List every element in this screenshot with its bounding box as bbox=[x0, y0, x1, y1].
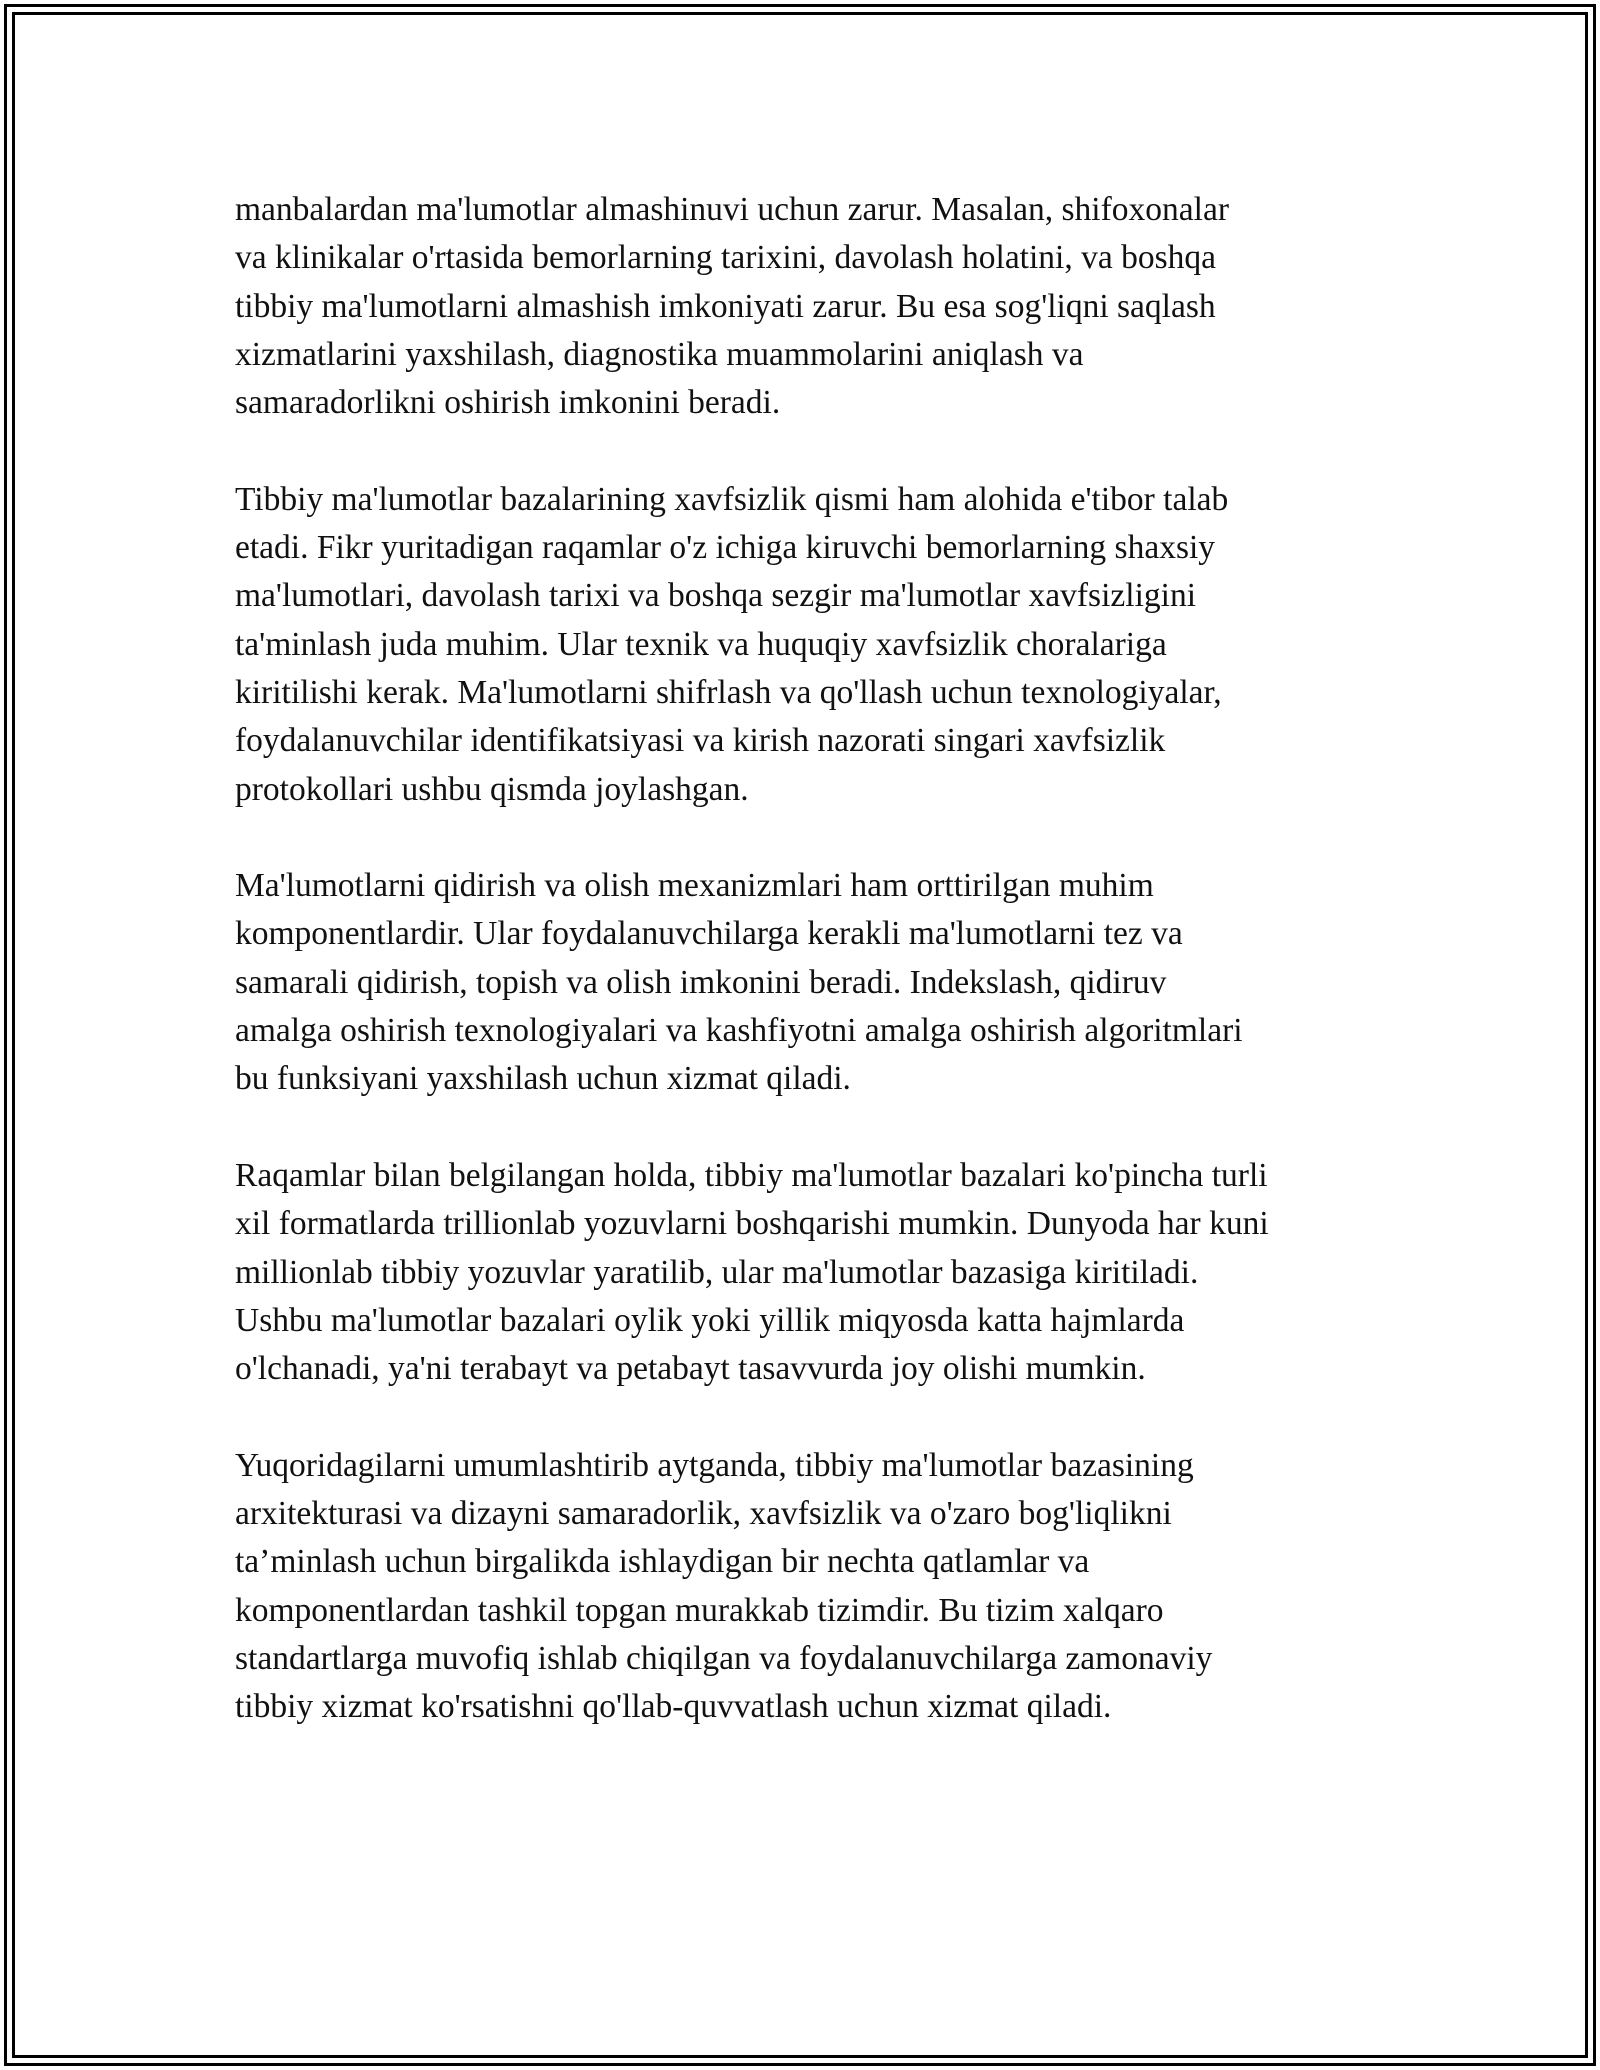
paragraph bbox=[235, 476, 1365, 814]
text-line: amalga oshirish texnologiyalari va kashfiyotni amalga oshirish algoritmlari bbox=[235, 1012, 1243, 1050]
paragraph bbox=[235, 862, 1365, 1103]
text-line: Yuqoridagilarni umumlashtirib aytganda, tibbiy ma'lumotlar bazasining bbox=[235, 1446, 1194, 1484]
text-line: tibbiy ma'lumotlarni almashish imkoniyati zarur. Bu esa sog'liqni saqlash bbox=[235, 287, 1216, 325]
text-line: o'lchanadi, ya'ni terabayt va petabayt tasavvurda joy olishi mumkin. bbox=[235, 1350, 1146, 1388]
text-line: Ma'lumotlarni qidirish va olish mexanizmlari ham orttirilgan muhim bbox=[235, 867, 1154, 905]
text-line: Raqamlar bilan belgilangan holda, tibbiy ma'lumotlar bazalari ko'pincha turli bbox=[235, 1156, 1268, 1194]
text-line: komponentlardir. Ular foydalanuvchilarga kerakli ma'lumotlarni tez va bbox=[235, 915, 1183, 953]
document-body bbox=[235, 186, 1365, 1780]
text-line: Ushbu ma'lumotlar bazalari oylik yoki yillik miqyosda katta hajmlarda bbox=[235, 1301, 1185, 1339]
text-line: millionlab tibbiy yozuvlar yaratilib, ular ma'lumotlar bazasiga kiritiladi. bbox=[235, 1253, 1199, 1291]
text-line: foydalanuvchilar identifikatsiyasi va kirish nazorati singari xavfsizlik bbox=[235, 722, 1166, 760]
text-line: etadi. Fikr yuritadigan raqamlar o'z ichiga kiruvchi bemorlarning shaxsiy bbox=[235, 529, 1216, 567]
text-line: ma'lumotlari, davolash tarixi va boshqa sezgir ma'lumotlar xavfsizligini bbox=[235, 577, 1196, 615]
text-line: komponentlardan tashkil topgan murakkab tizimdir. Bu tizim xalqaro bbox=[235, 1591, 1164, 1629]
text-line: tibbiy xizmat ko'rsatishni qo'llab-quvvatlash uchun xizmat qiladi. bbox=[235, 1688, 1112, 1726]
text-line: samaradorlikni oshirish imkonini beradi. bbox=[235, 384, 781, 422]
text-line: arxitekturasi va dizayni samaradorlik, xavfsizlik va o'zaro bog'liqlikni bbox=[235, 1495, 1172, 1533]
text-line: va klinikalar o'rtasida bemorlarning tarixini, davolash holatini, va boshqa bbox=[235, 239, 1217, 277]
text-line: ta’minlash uchun birgalikda ishlaydigan bir nechta qatlamlar va bbox=[235, 1543, 1090, 1581]
text-line: manbalardan ma'lumotlar almashinuvi uchun zarur. Masalan, shifoxonalar bbox=[235, 191, 1229, 228]
text-line: bu funksiyani yaxshilash uchun xizmat qiladi. bbox=[235, 1060, 851, 1098]
text-line: standartlarga muvofiq ishlab chiqilgan va foydalanuvchilarga zamonaviy bbox=[235, 1639, 1213, 1677]
paragraph bbox=[235, 186, 1365, 427]
text-line: xizmatlarini yaxshilash, diagnostika muammolarini aniqlash va bbox=[235, 335, 1084, 373]
text-line: xil formatlarda trillionlab yozuvlarni boshqarishi mumkin. Dunyoda har kuni bbox=[235, 1205, 1269, 1243]
text-line: samarali qidirish, topish va olish imkonini beradi. Indekslash, qidiruv bbox=[235, 963, 1167, 1001]
text-line: protokollari ushbu qismda joylashgan. bbox=[235, 770, 749, 808]
text-line: ta'minlash juda muhim. Ular texnik va huquqiy xavfsizlik choralariga bbox=[235, 625, 1167, 663]
paragraph bbox=[235, 1152, 1365, 1393]
text-line: Tibbiy ma'lumotlar bazalarining xavfsizlik qismi ham alohida e'tibor talab bbox=[235, 480, 1229, 518]
paragraph bbox=[235, 1442, 1365, 1732]
text-line: kiritilishi kerak. Ma'lumotlarni shifrlash va qo'llash uchun texnologiyalar, bbox=[235, 673, 1222, 711]
